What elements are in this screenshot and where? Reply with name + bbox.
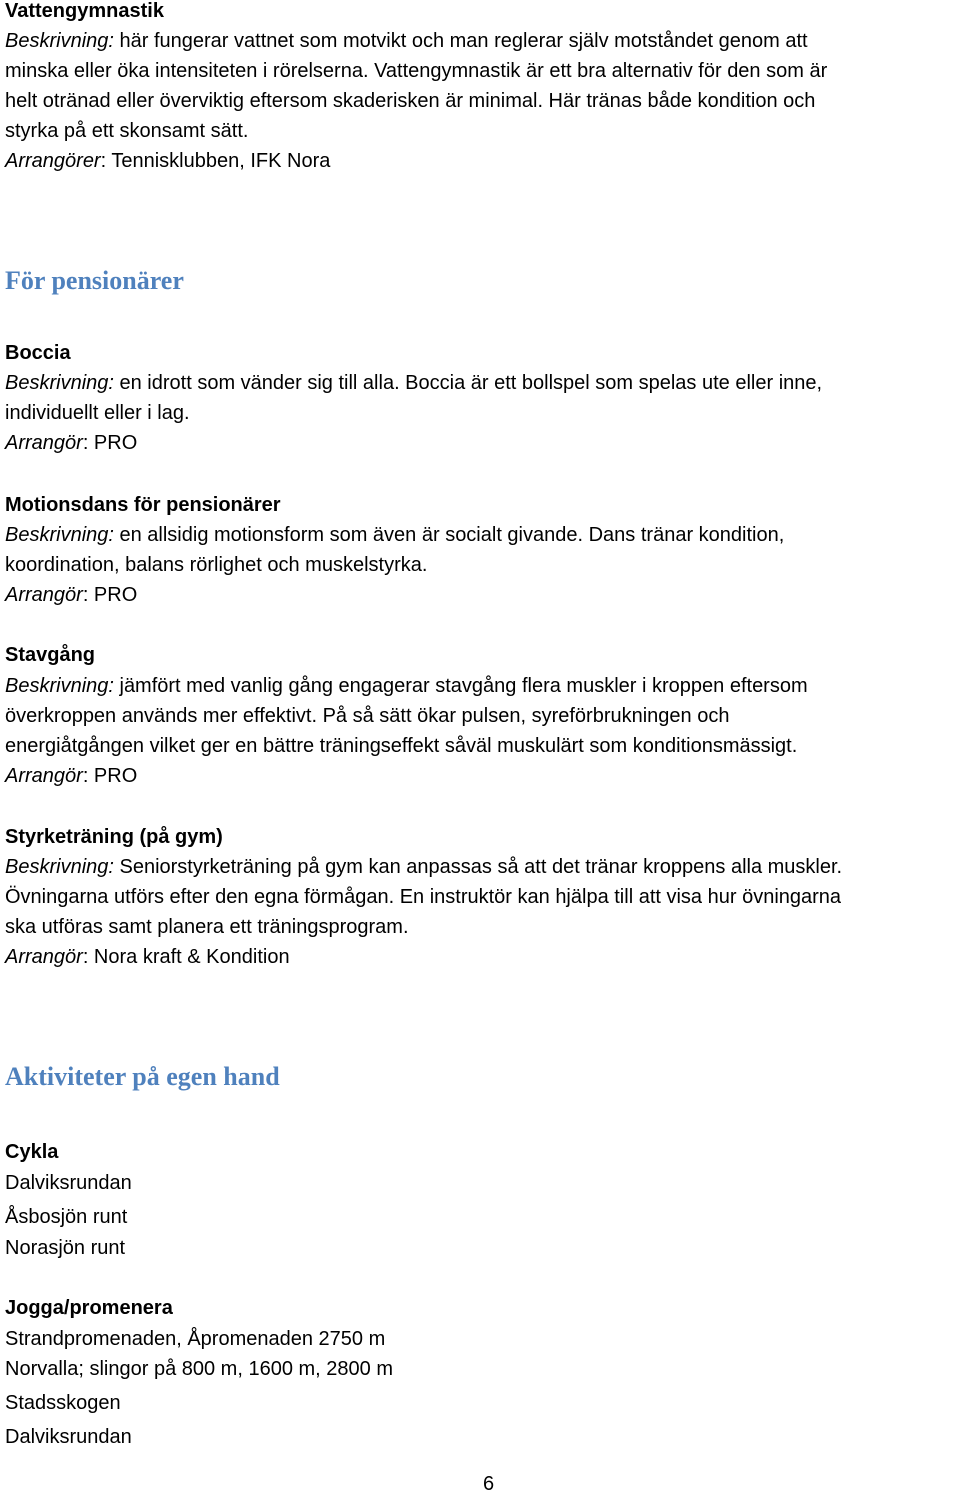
description-stavgang [5,671,808,791]
list-cykla [5,1168,132,1263]
description-line: här fungerar vattnet som motvikt och man reglerar själv motståndet genom att [119,30,808,52]
section-title-jogga: Jogga/promenera [5,1297,173,1319]
description-line: en allsidig motionsform som även är socialt givande. Dans tränar kondition, [113,524,785,546]
section-title-boccia: Boccia [5,342,71,364]
description-line: en idrott som vänder sig till alla. Boccia är ett bollspel som spelas ute eller inne, [113,372,823,394]
description-line: överkroppen används mer effektivt. På så sätt ökar pulsen, syreförbrukningen och [5,705,730,727]
description-line: Övningarna utförs efter den egna förmågan. En instruktör kan hjälpa till att visa hur övningarna [5,886,842,908]
list-item: Åsbosjön runt [5,1206,128,1228]
list-item: Stadsskogen [5,1392,121,1414]
list-jogga [5,1324,393,1452]
list-item: Norasjön runt [5,1237,126,1259]
organizer-label: Arrangörer [5,150,101,172]
organizer-value: : PRO [82,432,138,454]
heading-own-activities: Aktiviteter på egen hand [5,1062,280,1091]
section-title-cykla: Cykla [5,1141,59,1163]
description-boccia [5,368,822,458]
heading-pensioners: För pensionärer [5,266,184,295]
description-vattengymnastik [5,26,827,176]
description-styrketraning [5,852,842,972]
organizer-label: Arrangör [5,584,83,606]
list-item: Dalviksrundan [5,1426,132,1448]
description-line: minska eller öka intensiteten i rörelserna. Vattengymnastik är ett bra alternativ för den som är [5,60,828,82]
description-label: Beskrivning: [5,856,114,878]
list-item: Strandpromenaden, Åpromenaden 2750 m [5,1328,386,1350]
organizer-value: : Nora kraft & Kondition [82,946,290,968]
description-line: koordination, balans rörlighet och muskelstyrka. [5,554,428,576]
organizer-label: Arrangör [5,432,83,454]
description-motionsdans [5,520,784,610]
description-line: helt otränad eller överviktig eftersom skaderisken är minimal. Här tränas både kondition och [5,90,816,112]
description-label: Beskrivning: [5,30,114,52]
section-title-stavgang: Stavgång [5,644,96,666]
description-line: Seniorstyrketräning på gym kan anpassas så att det tränar kroppens alla muskler. [113,856,843,878]
description-line: individuellt eller i lag. [5,402,190,424]
list-item: Dalviksrundan [5,1172,132,1194]
organizer-label: Arrangör [5,946,83,968]
organizer-label: Arrangör [5,765,83,787]
section-title-styrketraning: Styrketräning (på gym) [5,826,223,848]
section-title-motionsdans: Motionsdans för pensionärer [5,494,281,516]
list-item: Norvalla; slingor på 800 m, 1600 m, 2800 m [5,1358,393,1380]
description-line: jämfört med vanlig gång engagerar stavgång flera muskler i kroppen eftersom [113,675,808,697]
description-line: styrka på ett skonsamt sätt. [5,120,249,142]
description-label: Beskrivning: [5,372,114,394]
organizer-value: : PRO [82,584,138,606]
organizer-value: : Tennisklubben, IFK Nora [100,150,331,172]
section-title-vattengymnastik: Vattengymnastik [5,0,164,22]
description-line: ska utföras samt planera ett träningsprogram. [5,916,409,938]
page-number: 6 [483,1473,495,1495]
organizer-value: : PRO [82,765,138,787]
description-label: Beskrivning: [5,675,114,697]
description-line: energiåtgången vilket ger en bättre träningseffekt såväl muskulärt som konditionsmässigt. [5,735,798,757]
description-label: Beskrivning: [5,524,114,546]
